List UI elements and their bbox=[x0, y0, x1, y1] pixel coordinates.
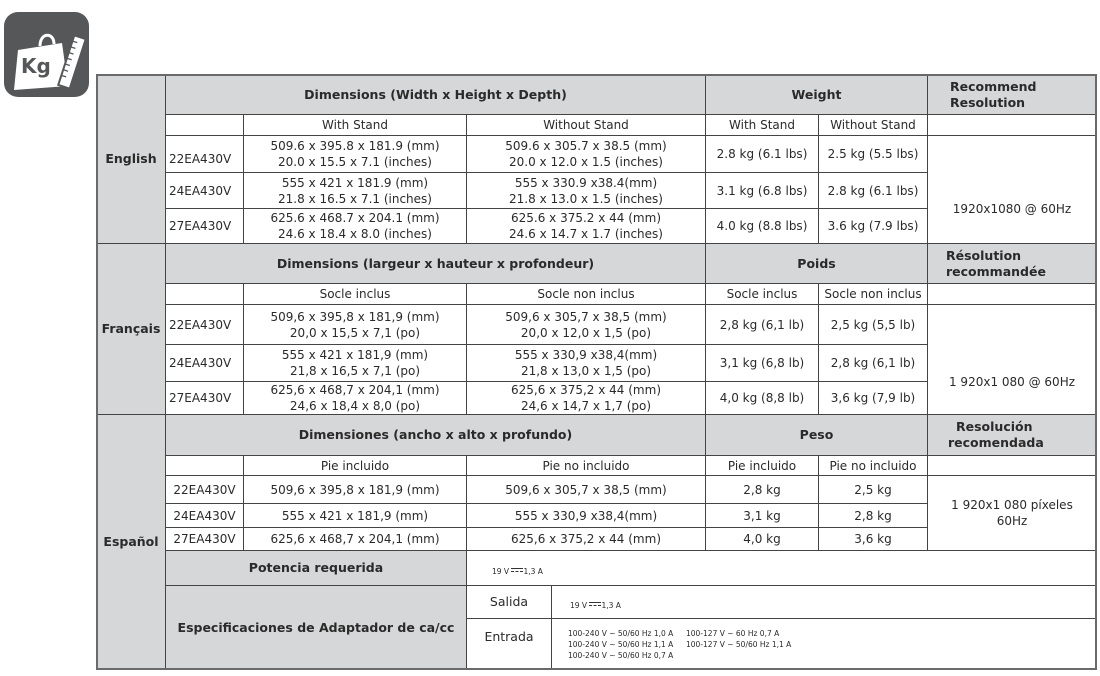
dim-without-stand: 509.6 x 305.7 x 38.5 (mm) 20.0 x 12.0 x 1.5 (inches) bbox=[466, 135, 706, 173]
dc-symbol-icon bbox=[511, 568, 523, 574]
model-cell: 22EA430V bbox=[165, 475, 244, 504]
weight-sub-without-es: Pie no incluido bbox=[818, 455, 928, 476]
dim-without-stand: 555 x 330,9 x38,4(mm) bbox=[466, 503, 706, 528]
blank-res-sub-es bbox=[927, 455, 1097, 476]
subheader-with-stand-en: With Stand bbox=[243, 114, 467, 136]
input-label: Entrada bbox=[466, 618, 552, 670]
weight-with-stand: 3,1 kg (6,8 lb) bbox=[705, 344, 819, 382]
model-cell: 27EA430V bbox=[165, 527, 244, 551]
weight-with-stand: 3,1 kg bbox=[705, 503, 819, 528]
dim-without-stand: 625.6 x 375.2 x 44 (mm) 24.6 x 14.7 x 1.7 (inches) bbox=[466, 208, 706, 244]
weight-without-stand: 3,6 kg bbox=[818, 527, 928, 551]
dim-with-stand: 509,6 x 395,8 x 181,9 (mm) 20,0 x 15,5 x 7,1 (po) bbox=[243, 304, 467, 345]
blank-subheader-en bbox=[165, 114, 244, 136]
dim-without-stand: 625,6 x 375,2 x 44 (mm) 24,6 x 14,7 x 1,7 (po) bbox=[466, 381, 706, 415]
weight-without-stand: 2,8 kg (6,1 lb) bbox=[818, 344, 928, 382]
output-value: 19 V 1,3 A bbox=[551, 585, 1097, 619]
weight-sub-without-fr: Socle non inclus bbox=[818, 283, 928, 305]
weight-sub-without-en: Without Stand bbox=[818, 114, 928, 136]
weight-header-en: Weight bbox=[705, 74, 928, 115]
input-values: 100-240 V ~ 50/60 Hz 1,0 A 100-240 V ~ 50/60 Hz 1,1 A 100-240 V ~ 50/60 Hz 0,7 A 100-127 V ~ 60 Hz 0,7 A 100-127 V ~ 50/60 Hz 1,1 A bbox=[551, 618, 1097, 670]
res-header-line1: Recommend bbox=[950, 78, 1037, 94]
model-cell: 22EA430V bbox=[165, 304, 244, 345]
dim-with-stand: 509,6 x 395,8 x 181,9 (mm) bbox=[243, 475, 467, 504]
language-francais: Français bbox=[96, 243, 166, 415]
dim-without-stand: 509,6 x 305,7 x 38,5 (mm) bbox=[466, 475, 706, 504]
res-header-line2: Resolution bbox=[950, 94, 1026, 110]
dim-with-stand: 625,6 x 468,7 x 204,1 (mm) bbox=[243, 527, 467, 551]
weight-header-es: Peso bbox=[705, 414, 928, 456]
dimensions-header-en: Dimensions (Width x Height x Depth) bbox=[165, 74, 706, 115]
blank-res-sub-fr bbox=[927, 283, 1097, 305]
dim-without-stand: 555 x 330,9 x38,4(mm) 21,8 x 13,0 x 1,5 (po) bbox=[466, 344, 706, 382]
power-required-label: Potencia requerida bbox=[165, 550, 467, 586]
model-cell: 22EA430V bbox=[165, 135, 244, 173]
resolution-header-fr: Résolution recommandée bbox=[927, 243, 1097, 284]
weight-dimension-icon bbox=[4, 12, 89, 97]
weight-with-stand: 4,0 kg bbox=[705, 527, 819, 551]
subheader-without-stand-fr: Socle non inclus bbox=[466, 283, 706, 305]
recommended-resolution-fr: 1 920x1 080 @ 60Hz bbox=[927, 304, 1097, 415]
weight-without-stand: 3.6 kg (7.9 lbs) bbox=[818, 208, 928, 244]
weight-sub-with-fr: Socle inclus bbox=[705, 283, 819, 305]
model-cell: 27EA430V bbox=[165, 381, 244, 415]
weight-with-stand: 4,0 kg (8,8 lb) bbox=[705, 381, 819, 415]
blank-subheader-es bbox=[165, 455, 244, 476]
dim-without-stand: 555 x 330.9 x38.4(mm) 21.8 x 13.0 x 1.5 (inches) bbox=[466, 172, 706, 209]
weight-without-stand: 3,6 kg (7,9 lb) bbox=[818, 381, 928, 415]
blank-subheader-fr bbox=[165, 283, 244, 305]
output-label: Salida bbox=[466, 585, 552, 619]
weight-sub-with-es: Pie incluido bbox=[705, 455, 819, 476]
blank-res-sub-en bbox=[927, 114, 1097, 136]
language-english: English bbox=[96, 74, 166, 244]
weight-with-stand: 2.8 kg (6.1 lbs) bbox=[705, 135, 819, 173]
weight-sub-with-en: With Stand bbox=[705, 114, 819, 136]
dc-symbol-icon bbox=[589, 602, 601, 608]
kg-label: Kg bbox=[21, 54, 51, 78]
language-espanol: Español bbox=[96, 414, 166, 670]
dimensions-header-es: Dimensiones (ancho x alto x profundo) bbox=[165, 414, 706, 456]
model-cell: 27EA430V bbox=[165, 208, 244, 244]
subheader-without-stand-en: Without Stand bbox=[466, 114, 706, 136]
resolution-header-es: Resolución recomendada bbox=[927, 414, 1097, 456]
weight-with-stand: 2,8 kg (6,1 lb) bbox=[705, 304, 819, 345]
weight-without-stand: 2,5 kg (5,5 lb) bbox=[818, 304, 928, 345]
subheader-with-stand-fr: Socle inclus bbox=[243, 283, 467, 305]
recommended-resolution-en: 1920x1080 @ 60Hz bbox=[927, 135, 1097, 244]
model-cell: 24EA430V bbox=[165, 344, 244, 382]
dim-with-stand: 555 x 421 x 181,9 (mm) 21,8 x 16,5 x 7,1 (po) bbox=[243, 344, 467, 382]
dimensions-header-fr: Dimensions (largeur x hauteur x profondeur) bbox=[165, 243, 706, 284]
power-required-value: 19 V 1,3 A bbox=[466, 550, 1097, 586]
model-cell: 24EA430V bbox=[165, 172, 244, 209]
dim-with-stand: 555 x 421 x 181,9 (mm) bbox=[243, 503, 467, 528]
weight-with-stand: 2,8 kg bbox=[705, 475, 819, 504]
weight-without-stand: 2.8 kg (6.1 lbs) bbox=[818, 172, 928, 209]
model-cell: 24EA430V bbox=[165, 503, 244, 528]
weight-with-stand: 4.0 kg (8.8 lbs) bbox=[705, 208, 819, 244]
weight-without-stand: 2.5 kg (5.5 lbs) bbox=[818, 135, 928, 173]
resolution-header-en bbox=[927, 74, 1097, 115]
weight-without-stand: 2,5 kg bbox=[818, 475, 928, 504]
weight-without-stand: 2,8 kg bbox=[818, 503, 928, 528]
dim-with-stand: 625.6 x 468.7 x 204.1 (mm) 24.6 x 18.4 x 8.0 (inches) bbox=[243, 208, 467, 244]
dim-without-stand: 509,6 x 305,7 x 38,5 (mm) 20,0 x 12,0 x 1,5 (po) bbox=[466, 304, 706, 345]
subheader-without-stand-es: Pie no incluido bbox=[466, 455, 706, 476]
weight-header-fr: Poids bbox=[705, 243, 928, 284]
dim-without-stand: 625,6 x 375,2 x 44 (mm) bbox=[466, 527, 706, 551]
recommended-resolution-es: 1 920x1 080 píxeles 60Hz bbox=[927, 475, 1097, 551]
subheader-with-stand-es: Pie incluido bbox=[243, 455, 467, 476]
dim-with-stand: 555 x 421 x 181.9 (mm) 21.8 x 16.5 x 7.1 (inches) bbox=[243, 172, 467, 209]
adapter-specs-label: Especificaciones de Adaptador de ca/cc bbox=[165, 585, 467, 670]
weight-with-stand: 3.1 kg (6.8 lbs) bbox=[705, 172, 819, 209]
dim-with-stand: 509.6 x 395.8 x 181.9 (mm) 20.0 x 15.5 x 7.1 (inches) bbox=[243, 135, 467, 173]
dim-with-stand: 625,6 x 468,7 x 204,1 (mm) 24,6 x 18,4 x 8,0 (po) bbox=[243, 381, 467, 415]
